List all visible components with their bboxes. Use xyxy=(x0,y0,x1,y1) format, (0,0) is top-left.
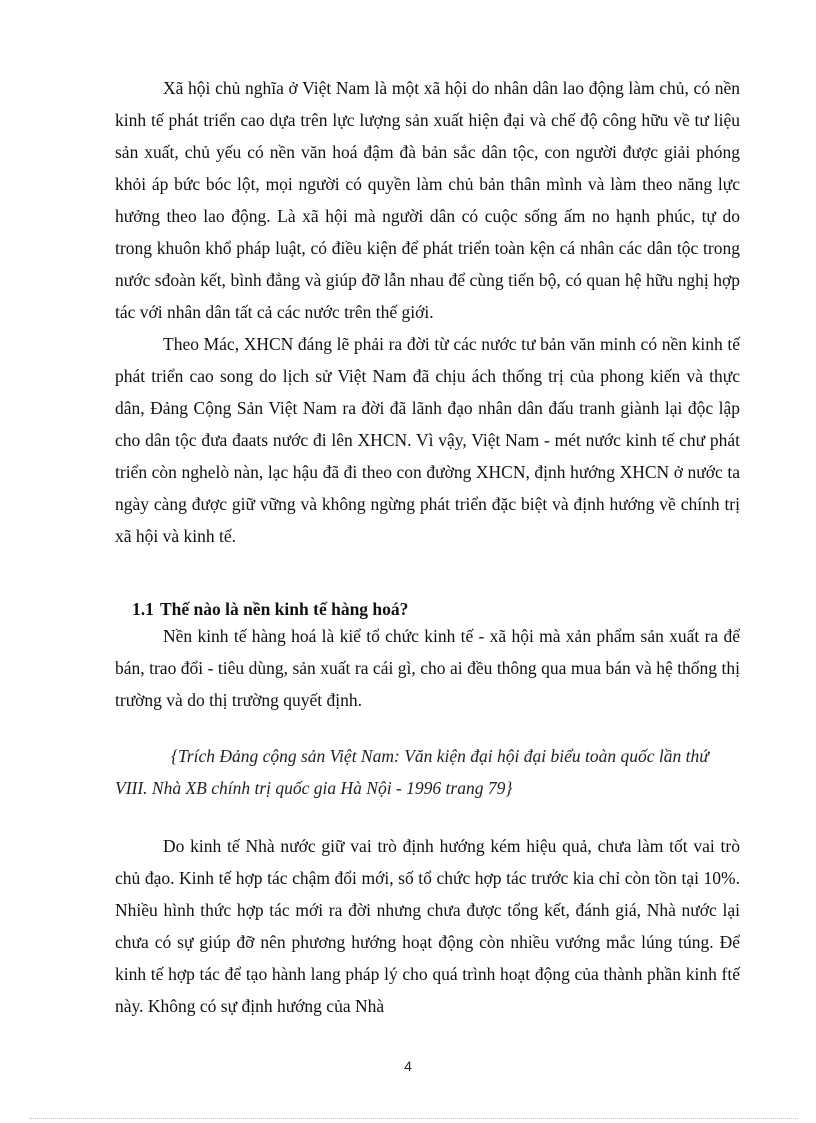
section-heading xyxy=(132,595,408,623)
body-text-definition xyxy=(115,620,740,716)
page-bottom-divider xyxy=(30,1118,798,1119)
section-number: 1.1 xyxy=(132,599,154,619)
body-text-bottom xyxy=(115,830,740,1022)
citation-quote: {Trích Đảng cộng sản Việt Nam: Văn kiện đại hội đại biểu toàn quốc lần thứ VIII. Nhà XB chính trị quốc gia Hà Nội - 1996 trang 79} xyxy=(115,746,709,798)
paragraph-state-economy: Do kinh tế Nhà nước giữ vai trò định hướng kém hiệu quả, chưa làm tốt vai trò chủ đạo. Kinh tế hợp tác chậm đổi mới, số tổ chức hợp tác trước kia chỉ còn tồn tại 10%. Nhiều hình thức hợp tác mới ra đời nhưng chưa được tổng kết, đánh giá, Nhà nước lại chưa có sự giúp đỡ nên phương hướng hoạt động còn nhiều vướng mắc lúng túng. Để kinh tế hợp tác để tạo hành lang pháp lý cho quá trình hoạt động của thành phần kinh ftế này. Không có sự định hướng của Nhà xyxy=(115,836,740,1016)
paragraph-commodity-economy: Nền kinh tế hàng hoá là kiể tổ chức kinh tế - xã hội mà xản phẩm sản xuất ra để bán, trao đổi - tiêu dùng, sản xuất ra cái gì, cho ai đều thông qua mua bán và hệ thống thị trường và do thị trường quyết định. xyxy=(115,626,740,710)
section-title: Thế nào là nền kinh tế hàng hoá? xyxy=(159,599,409,619)
body-text-top xyxy=(115,72,740,552)
page-number: 4 xyxy=(404,1058,412,1074)
paragraph-socialism: Xã hội chủ nghĩa ở Việt Nam là một xã hội do nhân dân lao động làm chủ, có nền kinh tế phát triển cao dựa trên lực lượng sản xuất hiện đại và chế độ công hữu về tư liệu sản xuất, chủ yếu có nền văn hoá đậm đà bản sắc dân tộc, con người được giải phóng khỏi áp bức bóc lột, mọi người có quyền làm chủ bản thân mình và làm theo năng lực hưởng theo lao động. Là xã hội mà người dân có cuộc sống ấm no hạnh phúc, tự do trong khuôn khổ pháp luật, có điều kiện để phát triển toàn kện cá nhân các dân tộc trong nước sđoàn kết, bình đẳng và giúp đỡ lẫn nhau để cùng tiến bộ, có quan hệ hữu nghị hợp tác với nhân dân tất cả các nước trên thế giới. xyxy=(115,78,740,322)
paragraph-marx: Theo Mác, XHCN đáng lẽ phải ra đời từ các nước tư bản văn minh có nền kinh tế phát triển cao song do lịch sử Việt Nam đã chịu ách thống trị của phong kiến và thực dân, Đảng Cộng Sản Việt Nam ra đời đã lãnh đạo nhân dân đấu tranh giành lại độc lập cho dân tộc đưa đaats nước đi lên XHCN. Vì vậy, Việt Nam - mét nước kinh tế chư phát triển còn nghelò nàn, lạc hậu đã đi theo con đường XHCN, định hướng XHCN ở nước ta ngày càng được giữ vững và không ngừng phát triển đặc biệt và định hướng về chính trị xã hội và kinh tế. xyxy=(115,334,740,546)
